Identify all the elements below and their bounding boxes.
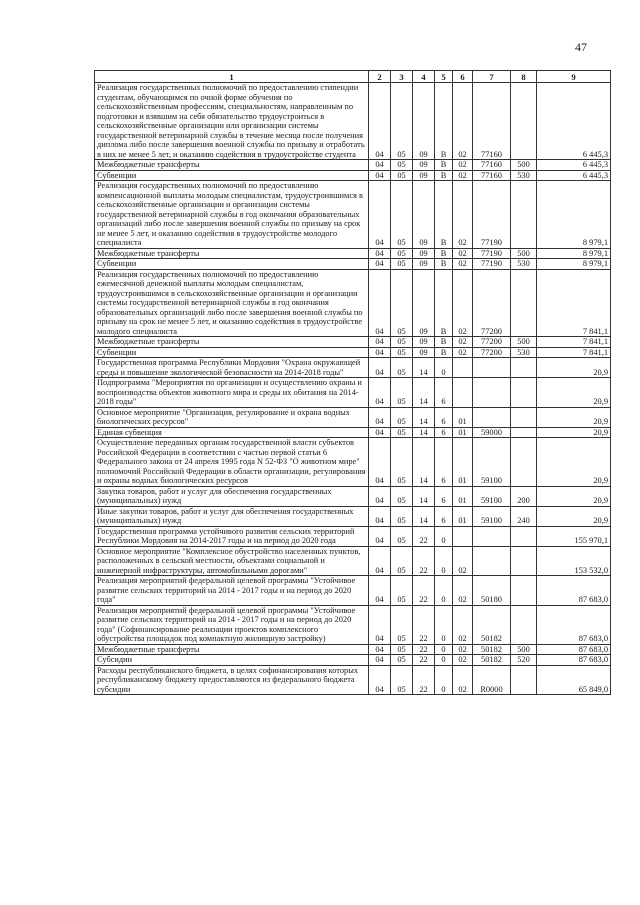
row-amount-cell: 8 979,1 (537, 181, 611, 249)
header-cell: 6 (453, 71, 473, 83)
header-cell: 5 (435, 71, 453, 83)
row-amount-cell: 153 532,0 (537, 546, 611, 576)
table-row (95, 160, 611, 171)
row-code-cell: В (435, 269, 453, 337)
row-code-cell (511, 546, 537, 576)
row-name-cell: Государственная программа Республики Мордовия "Охрана окружающей среды и повышение экологической безопасности на 2014-2018 годы" (95, 358, 369, 378)
row-code-cell (473, 546, 511, 576)
row-code-cell: 05 (391, 486, 413, 506)
row-code-cell: 05 (391, 378, 413, 408)
row-code-cell: 09 (413, 160, 435, 171)
row-code-cell: 02 (453, 269, 473, 337)
header-cell: 1 (95, 71, 369, 83)
row-code-cell: 6 (435, 407, 453, 427)
row-amount-cell: 7 841,1 (537, 337, 611, 348)
header-cell: 7 (473, 71, 511, 83)
row-code-cell: В (435, 83, 453, 160)
row-code-cell: 04 (369, 665, 391, 695)
row-code-cell: 50182 (473, 605, 511, 644)
row-name-cell: Реализация государственных полномочий по предоставлению ежемесячной денежной выплаты молодым специалистам, трудоустроившимся в сельскохозяйственные организации и организации системы государственной ветеринарной службы в год окончания образовательных организаций либо после завершения военной службы по призыву на срок не менее 5 лет, и оказанию содействия в трудоустройстве молодого специалиста (95, 269, 369, 337)
row-code-cell: 22 (413, 655, 435, 666)
row-code-cell (511, 181, 537, 249)
row-code-cell: 04 (369, 427, 391, 438)
row-code-cell: В (435, 248, 453, 259)
row-code-cell: 09 (413, 269, 435, 337)
row-amount-cell: 7 841,1 (537, 269, 611, 337)
row-code-cell: 04 (369, 170, 391, 181)
row-amount-cell: 20,9 (537, 506, 611, 526)
table-header-row (95, 71, 611, 83)
row-code-cell: 09 (413, 170, 435, 181)
row-code-cell: 04 (369, 407, 391, 427)
row-code-cell: 0 (435, 546, 453, 576)
row-name-cell: Реализация мероприятий федеральной целевой программы "Устойчивое развитие сельских территорий на 2014 - 2017 годы и на период до 2020 года" (Софинансирование реализации проектов комплексного обустройства площадок под компактную жилищную застройку) (95, 605, 369, 644)
row-code-cell: 04 (369, 655, 391, 666)
row-code-cell: 02 (453, 160, 473, 171)
row-amount-cell: 6 445,3 (537, 83, 611, 160)
table-row (95, 655, 611, 666)
row-code-cell: 77160 (473, 160, 511, 171)
row-code-cell: 02 (453, 181, 473, 249)
row-code-cell: 09 (413, 347, 435, 358)
row-code-cell: 22 (413, 665, 435, 695)
row-code-cell: 05 (391, 526, 413, 546)
row-code-cell: 14 (413, 427, 435, 438)
row-code-cell: 09 (413, 83, 435, 160)
table-row (95, 506, 611, 526)
table-row (95, 170, 611, 181)
row-code-cell: 50182 (473, 644, 511, 655)
row-name-cell: Осуществление переданных органам государственной власти субъектов Российской Федерации в соответствии с частью первой статьи 6 Федерального закона от 24 апреля 1995 года N 52-ФЗ "О животном мире" полномочий Российской Федерации в области организации, регулирования и охраны водных биологических ресурсов (95, 438, 369, 487)
row-code-cell: 02 (453, 665, 473, 695)
row-code-cell (511, 665, 537, 695)
row-code-cell: 05 (391, 644, 413, 655)
row-code-cell: 09 (413, 259, 435, 270)
row-code-cell: 05 (391, 181, 413, 249)
row-amount-cell: 87 683,0 (537, 605, 611, 644)
row-code-cell: 01 (453, 407, 473, 427)
table-row (95, 526, 611, 546)
row-code-cell: 0 (435, 644, 453, 655)
row-code-cell: 04 (369, 378, 391, 408)
row-code-cell: 01 (453, 438, 473, 487)
row-code-cell: 02 (453, 655, 473, 666)
row-code-cell: 04 (369, 181, 391, 249)
row-code-cell: 05 (391, 248, 413, 259)
row-code-cell: 05 (391, 546, 413, 576)
row-code-cell: 05 (391, 576, 413, 606)
row-name-cell: Закупка товаров, работ и услуг для обеспечения государственных (муниципальных) нужд (95, 486, 369, 506)
table-row (95, 378, 611, 408)
row-code-cell: 02 (453, 576, 473, 606)
row-code-cell: 500 (511, 644, 537, 655)
row-code-cell (511, 526, 537, 546)
row-code-cell: 05 (391, 358, 413, 378)
row-code-cell (453, 526, 473, 546)
row-code-cell: 04 (369, 486, 391, 506)
row-code-cell: 77190 (473, 181, 511, 249)
row-code-cell: 530 (511, 170, 537, 181)
row-code-cell: 04 (369, 644, 391, 655)
row-code-cell: 14 (413, 358, 435, 378)
table-row (95, 83, 611, 160)
table-row (95, 644, 611, 655)
table-row (95, 576, 611, 606)
row-code-cell: 22 (413, 605, 435, 644)
row-code-cell: 0 (435, 605, 453, 644)
row-code-cell (453, 358, 473, 378)
row-code-cell (511, 605, 537, 644)
row-code-cell: 02 (453, 83, 473, 160)
row-code-cell: 14 (413, 486, 435, 506)
row-amount-cell: 87 683,0 (537, 644, 611, 655)
row-code-cell: 05 (391, 427, 413, 438)
row-code-cell: 04 (369, 337, 391, 348)
row-code-cell (511, 269, 537, 337)
row-code-cell (511, 576, 537, 606)
row-code-cell: 14 (413, 506, 435, 526)
row-code-cell: 22 (413, 576, 435, 606)
row-amount-cell: 65 849,0 (537, 665, 611, 695)
row-amount-cell: 20,9 (537, 358, 611, 378)
row-code-cell: 09 (413, 248, 435, 259)
row-code-cell: 04 (369, 83, 391, 160)
row-name-cell: Межбюджетные трансферты (95, 248, 369, 259)
row-code-cell: 04 (369, 269, 391, 337)
table-row (95, 427, 611, 438)
row-code-cell: 6 (435, 438, 453, 487)
row-amount-cell: 20,9 (537, 378, 611, 408)
row-code-cell: 77200 (473, 347, 511, 358)
table-row (95, 358, 611, 378)
row-amount-cell: 155 970,1 (537, 526, 611, 546)
row-code-cell: 05 (391, 83, 413, 160)
row-code-cell: В (435, 170, 453, 181)
budget-table (94, 70, 611, 695)
row-amount-cell: 20,9 (537, 427, 611, 438)
row-name-cell: Реализация государственных полномочий по предоставлению компенсационной выплаты молодым специалистам, трудоустроившимся в сельскохозяйственные организации и организации системы государственной ветеринарной службы в год окончания образовательных организаций либо после завершения военной службы по призыву на срок не менее 5 лет, и оказанию содействия в трудоустройстве молодого специалиста (95, 181, 369, 249)
row-code-cell: 02 (453, 170, 473, 181)
row-code-cell (511, 358, 537, 378)
table-row (95, 181, 611, 249)
row-name-cell: Субвенции (95, 347, 369, 358)
row-name-cell: Иные закупки товаров, работ и услуг для обеспечения государственных (муниципальных) нужд (95, 506, 369, 526)
header-cell: 4 (413, 71, 435, 83)
row-name-cell: Расходы республиканского бюджета, в целях софинансирования которых республиканскому бюджету предоставляются из федерального бюджета субсидии (95, 665, 369, 695)
row-code-cell: 01 (453, 486, 473, 506)
row-code-cell (473, 378, 511, 408)
table-row (95, 248, 611, 259)
row-code-cell: 05 (391, 438, 413, 487)
table-row (95, 486, 611, 506)
row-code-cell: 59000 (473, 427, 511, 438)
row-name-cell: Межбюджетные трансферты (95, 644, 369, 655)
row-code-cell: 22 (413, 526, 435, 546)
table-row (95, 438, 611, 487)
row-code-cell: 6 (435, 378, 453, 408)
row-code-cell: 05 (391, 506, 413, 526)
row-name-cell: Реализация мероприятий федеральной целевой программы "Устойчивое развитие сельских территорий на 2014 - 2017 годы и на период до 2020 года" (95, 576, 369, 606)
row-name-cell: Основное мероприятие "Организация, регулирование и охрана водных биологических ресурсов" (95, 407, 369, 427)
row-code-cell: 0 (435, 358, 453, 378)
row-amount-cell: 20,9 (537, 407, 611, 427)
row-name-cell: Подпрограмма "Мероприятия по организации и осуществлению охраны и воспроизводства объектов животного мира и среды их обитания на 2014-2018 годы" (95, 378, 369, 408)
row-code-cell: 77200 (473, 337, 511, 348)
row-name-cell: Субвенции (95, 170, 369, 181)
row-name-cell: Основное мероприятие "Комплексное обустройство населенных пунктов, расположенных в сельской местности, объектами социальной и инженерной инфраструктуры, автомобильными дорогами" (95, 546, 369, 576)
row-name-cell: Субсидии (95, 655, 369, 666)
row-code-cell: 05 (391, 160, 413, 171)
row-code-cell: В (435, 181, 453, 249)
row-code-cell: 04 (369, 546, 391, 576)
row-code-cell: 04 (369, 259, 391, 270)
row-amount-cell: 8 979,1 (537, 248, 611, 259)
row-code-cell: 0 (435, 526, 453, 546)
row-amount-cell: 7 841,1 (537, 347, 611, 358)
row-code-cell: 0 (435, 655, 453, 666)
row-code-cell: 6 (435, 486, 453, 506)
header-cell: 2 (369, 71, 391, 83)
row-code-cell: 05 (391, 655, 413, 666)
row-name-cell: Государственная программа устойчивого развития сельских территорий Республики Мордовия на 2014-2017 годы и на период до 2020 года (95, 526, 369, 546)
table-row (95, 337, 611, 348)
row-name-cell: Межбюджетные трансферты (95, 160, 369, 171)
row-amount-cell: 87 683,0 (537, 576, 611, 606)
row-name-cell: Межбюджетные трансферты (95, 337, 369, 348)
row-code-cell: 6 (435, 427, 453, 438)
row-code-cell: 04 (369, 358, 391, 378)
row-code-cell: 05 (391, 407, 413, 427)
row-code-cell: 09 (413, 337, 435, 348)
row-code-cell (473, 407, 511, 427)
row-code-cell: 04 (369, 438, 391, 487)
row-code-cell: 05 (391, 605, 413, 644)
row-code-cell: R0000 (473, 665, 511, 695)
row-code-cell: 04 (369, 605, 391, 644)
row-code-cell: 500 (511, 248, 537, 259)
row-code-cell: 05 (391, 269, 413, 337)
row-code-cell: 240 (511, 506, 537, 526)
row-code-cell: 22 (413, 644, 435, 655)
table-body (95, 83, 611, 695)
row-code-cell: 02 (453, 605, 473, 644)
row-code-cell: 05 (391, 170, 413, 181)
row-code-cell: 50180 (473, 576, 511, 606)
table-row (95, 546, 611, 576)
row-code-cell: 77190 (473, 248, 511, 259)
row-code-cell (473, 358, 511, 378)
row-code-cell: 01 (453, 506, 473, 526)
header-cell: 9 (537, 71, 611, 83)
row-code-cell: В (435, 160, 453, 171)
row-code-cell: 04 (369, 160, 391, 171)
row-amount-cell: 6 445,3 (537, 170, 611, 181)
row-name-cell: Субвенции (95, 259, 369, 270)
row-code-cell: 04 (369, 526, 391, 546)
row-code-cell (511, 407, 537, 427)
row-code-cell: 02 (453, 248, 473, 259)
row-code-cell: 05 (391, 337, 413, 348)
row-code-cell: 520 (511, 655, 537, 666)
row-name-cell: Реализация государственных полномочий по предоставлению стипендии студентам, обучающимся по очной форме обучения по сельскохозяйственным профессиям, специальностям, направленным по подготовки и взявшим на себя обязательство трудоустроиться в сельскохозяйственные организации или организации системы государственной ветеринарной службы в течение месяца после получения диплома либо после завершения военной службы по призыву и отработать в них не менее 5 лет, и оказанию содействия в трудоустройстве студента (95, 83, 369, 160)
row-code-cell: 05 (391, 259, 413, 270)
row-code-cell: 200 (511, 486, 537, 506)
row-code-cell: 14 (413, 438, 435, 487)
header-cell: 3 (391, 71, 413, 83)
table-row (95, 665, 611, 695)
row-code-cell: 59100 (473, 486, 511, 506)
row-code-cell: 01 (453, 427, 473, 438)
row-code-cell: 530 (511, 259, 537, 270)
row-amount-cell: 20,9 (537, 438, 611, 487)
row-code-cell (511, 378, 537, 408)
row-code-cell: 02 (453, 337, 473, 348)
row-code-cell: 02 (453, 546, 473, 576)
header-cell: 8 (511, 71, 537, 83)
row-code-cell: 09 (413, 181, 435, 249)
table-row (95, 605, 611, 644)
row-code-cell (453, 378, 473, 408)
row-code-cell: 77200 (473, 269, 511, 337)
table-row (95, 259, 611, 270)
row-code-cell: 6 (435, 506, 453, 526)
row-code-cell (473, 526, 511, 546)
row-amount-cell: 6 445,3 (537, 160, 611, 171)
row-code-cell: 04 (369, 347, 391, 358)
row-amount-cell: 8 979,1 (537, 259, 611, 270)
row-code-cell: 77190 (473, 259, 511, 270)
row-code-cell: 59100 (473, 438, 511, 487)
row-code-cell: 14 (413, 407, 435, 427)
row-code-cell: В (435, 337, 453, 348)
row-name-cell: Единая субвенция (95, 427, 369, 438)
row-code-cell: 14 (413, 378, 435, 408)
row-code-cell: 02 (453, 259, 473, 270)
row-code-cell: 22 (413, 546, 435, 576)
row-code-cell: 05 (391, 347, 413, 358)
row-code-cell: 530 (511, 347, 537, 358)
row-code-cell: В (435, 259, 453, 270)
row-code-cell: 04 (369, 506, 391, 526)
row-code-cell: 05 (391, 665, 413, 695)
table-row (95, 269, 611, 337)
row-code-cell: 500 (511, 337, 537, 348)
table-row (95, 407, 611, 427)
row-amount-cell: 20,9 (537, 486, 611, 506)
row-code-cell: 02 (453, 347, 473, 358)
row-code-cell: 50182 (473, 655, 511, 666)
row-code-cell: 0 (435, 576, 453, 606)
page-number: 47 (575, 40, 587, 54)
row-code-cell: 59100 (473, 506, 511, 526)
row-code-cell (511, 438, 537, 487)
row-code-cell: 04 (369, 248, 391, 259)
row-amount-cell: 87 683,0 (537, 655, 611, 666)
row-code-cell: 02 (453, 644, 473, 655)
row-code-cell: 0 (435, 665, 453, 695)
row-code-cell: 500 (511, 160, 537, 171)
row-code-cell (511, 83, 537, 160)
row-code-cell: 77160 (473, 170, 511, 181)
row-code-cell (511, 427, 537, 438)
table-row (95, 347, 611, 358)
row-code-cell: 04 (369, 576, 391, 606)
row-code-cell: В (435, 347, 453, 358)
row-code-cell: 77160 (473, 83, 511, 160)
